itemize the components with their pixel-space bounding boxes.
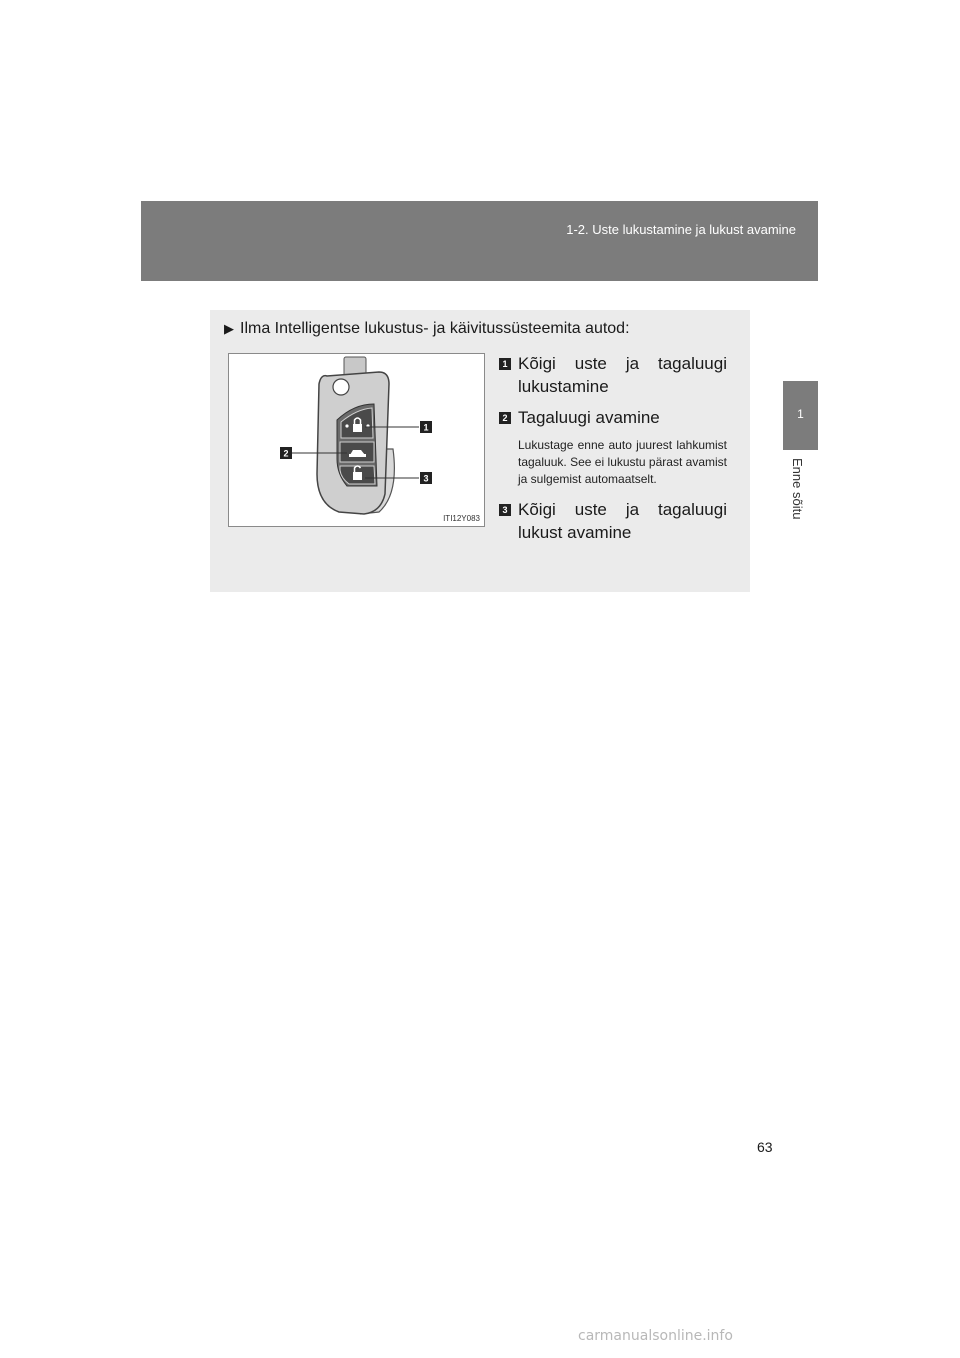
number-badge: 3 [499, 504, 511, 516]
callout-3: 3 [423, 473, 429, 484]
item-list [499, 352, 727, 544]
item-note: Lukustage enne auto juurest lahkumist tagaluuk. See ei lukustu pärast avamist ja sulgemist automaatselt. [518, 438, 727, 486]
list-item [499, 352, 727, 398]
section-heading-text: Ilma Intelligentse lukustus- ja käivitussüsteemita autod: [240, 320, 630, 337]
callout-1: 1 [423, 422, 429, 433]
header-bar [141, 201, 818, 281]
key-fob-illustration [229, 354, 484, 526]
item-label: Kõigi uste ja tagaluugi lukust avamine [518, 500, 727, 542]
number-badge: 1 [499, 358, 511, 370]
triangle-bullet-icon: ▶ [224, 321, 234, 336]
list-item [499, 406, 727, 429]
callout-2: 2 [283, 448, 289, 459]
header-title: 1-2. Uste lukustamine ja lukust avamine [566, 222, 796, 237]
item-label: Kõigi uste ja tagaluugi lukustamine [518, 354, 727, 396]
content-box [210, 310, 750, 592]
chapter-number: 1 [797, 407, 804, 421]
key-fob-figure [228, 353, 485, 527]
figure-code: ITI12Y083 [443, 514, 480, 523]
number-badge: 2 [499, 412, 511, 424]
list-item [499, 498, 727, 544]
chapter-tab[interactable] [783, 381, 818, 450]
item-label: Tagaluugi avamine [518, 408, 660, 427]
page-number: 63 [757, 1139, 773, 1155]
section-heading [224, 320, 630, 338]
chapter-label: Enne sõitu [790, 458, 805, 520]
watermark: carmanualsonline.info [578, 1328, 733, 1344]
